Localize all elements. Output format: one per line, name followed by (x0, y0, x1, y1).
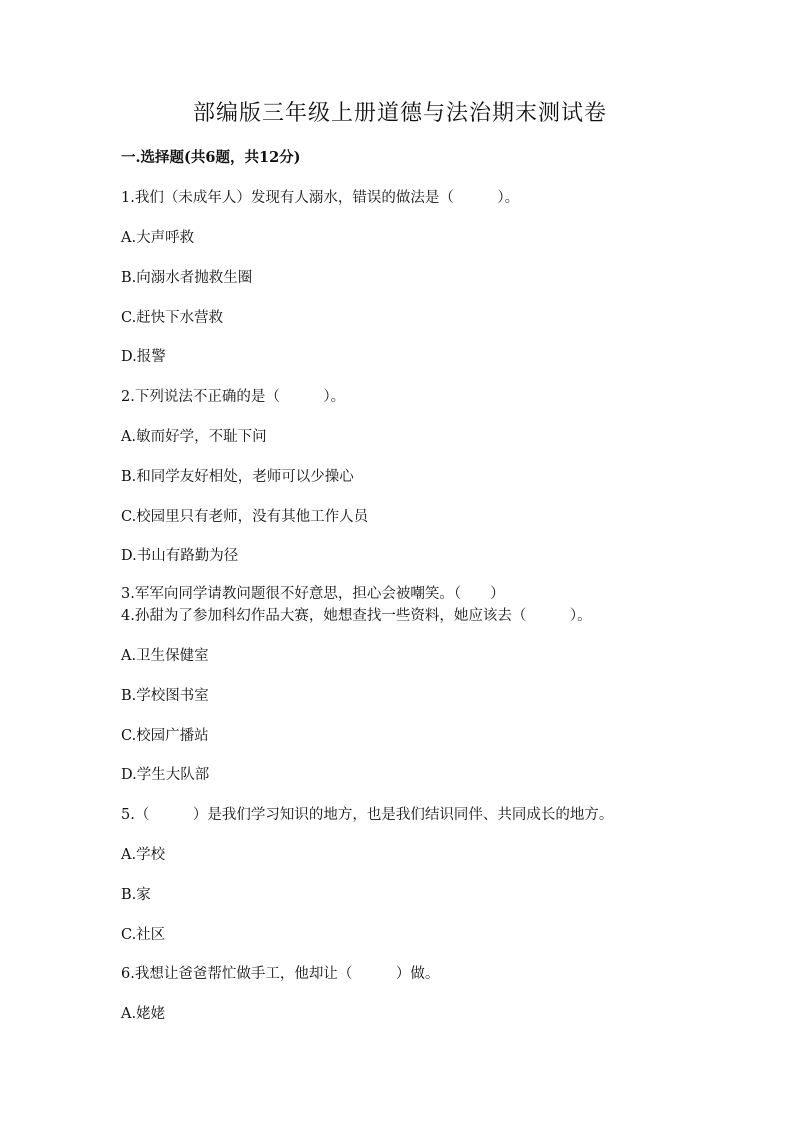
q1-option-d: D.报警 (121, 349, 166, 365)
question-1: 1.我们（未成年人）发现有人溺水，错误的做法是（ ）。 (121, 190, 520, 206)
question-6: 6.我想让爸爸帮忙做手工，他却让（ ）做。 (121, 966, 440, 982)
page-title: 部编版三年级上册道德与法治期末测试卷 (192, 101, 607, 126)
q4-option-b: B.学校图书室 (121, 688, 209, 704)
question-3: 3.军军向同学请教问题很不好意思，担心会被嘲笑。（ ） (121, 586, 505, 602)
q4-option-a: A.卫生保健室 (121, 648, 209, 664)
q1-option-a: A.大声呼救 (121, 230, 195, 246)
q1-option-c: C.赶快下水营救 (121, 310, 224, 326)
q2-option-a: A.敏而好学，不耻下问 (121, 429, 267, 445)
q5-option-b: B.家 (121, 887, 151, 903)
section-heading: 一.选择题(共6题，共12分) (121, 149, 301, 166)
q5-option-a: A.学校 (121, 847, 166, 863)
q6-option-a: A.姥姥 (121, 1006, 166, 1022)
question-5: 5.（ ）是我们学习知识的地方，也是我们结识同伴、共同成长的地方。 (121, 807, 614, 823)
question-2: 2.下列说法不正确的是（ ）。 (121, 389, 346, 405)
q2-option-c: C.校园里只有老师，没有其他工作人员 (121, 509, 369, 525)
question-4: 4.孙甜为了参加科幻作品大赛，她想查找一些资料，她应该去（ ）。 (121, 608, 592, 624)
q2-option-b: B.和同学友好相处，老师可以少操心 (121, 469, 354, 485)
q4-option-c: C.校园广播站 (121, 728, 209, 744)
q2-option-d: D.书山有路勤为径 (121, 548, 239, 564)
q1-option-b: B.向溺水者抛救生圈 (121, 270, 253, 286)
q5-option-c: C.社区 (121, 927, 166, 943)
q4-option-d: D.学生大队部 (121, 767, 210, 783)
